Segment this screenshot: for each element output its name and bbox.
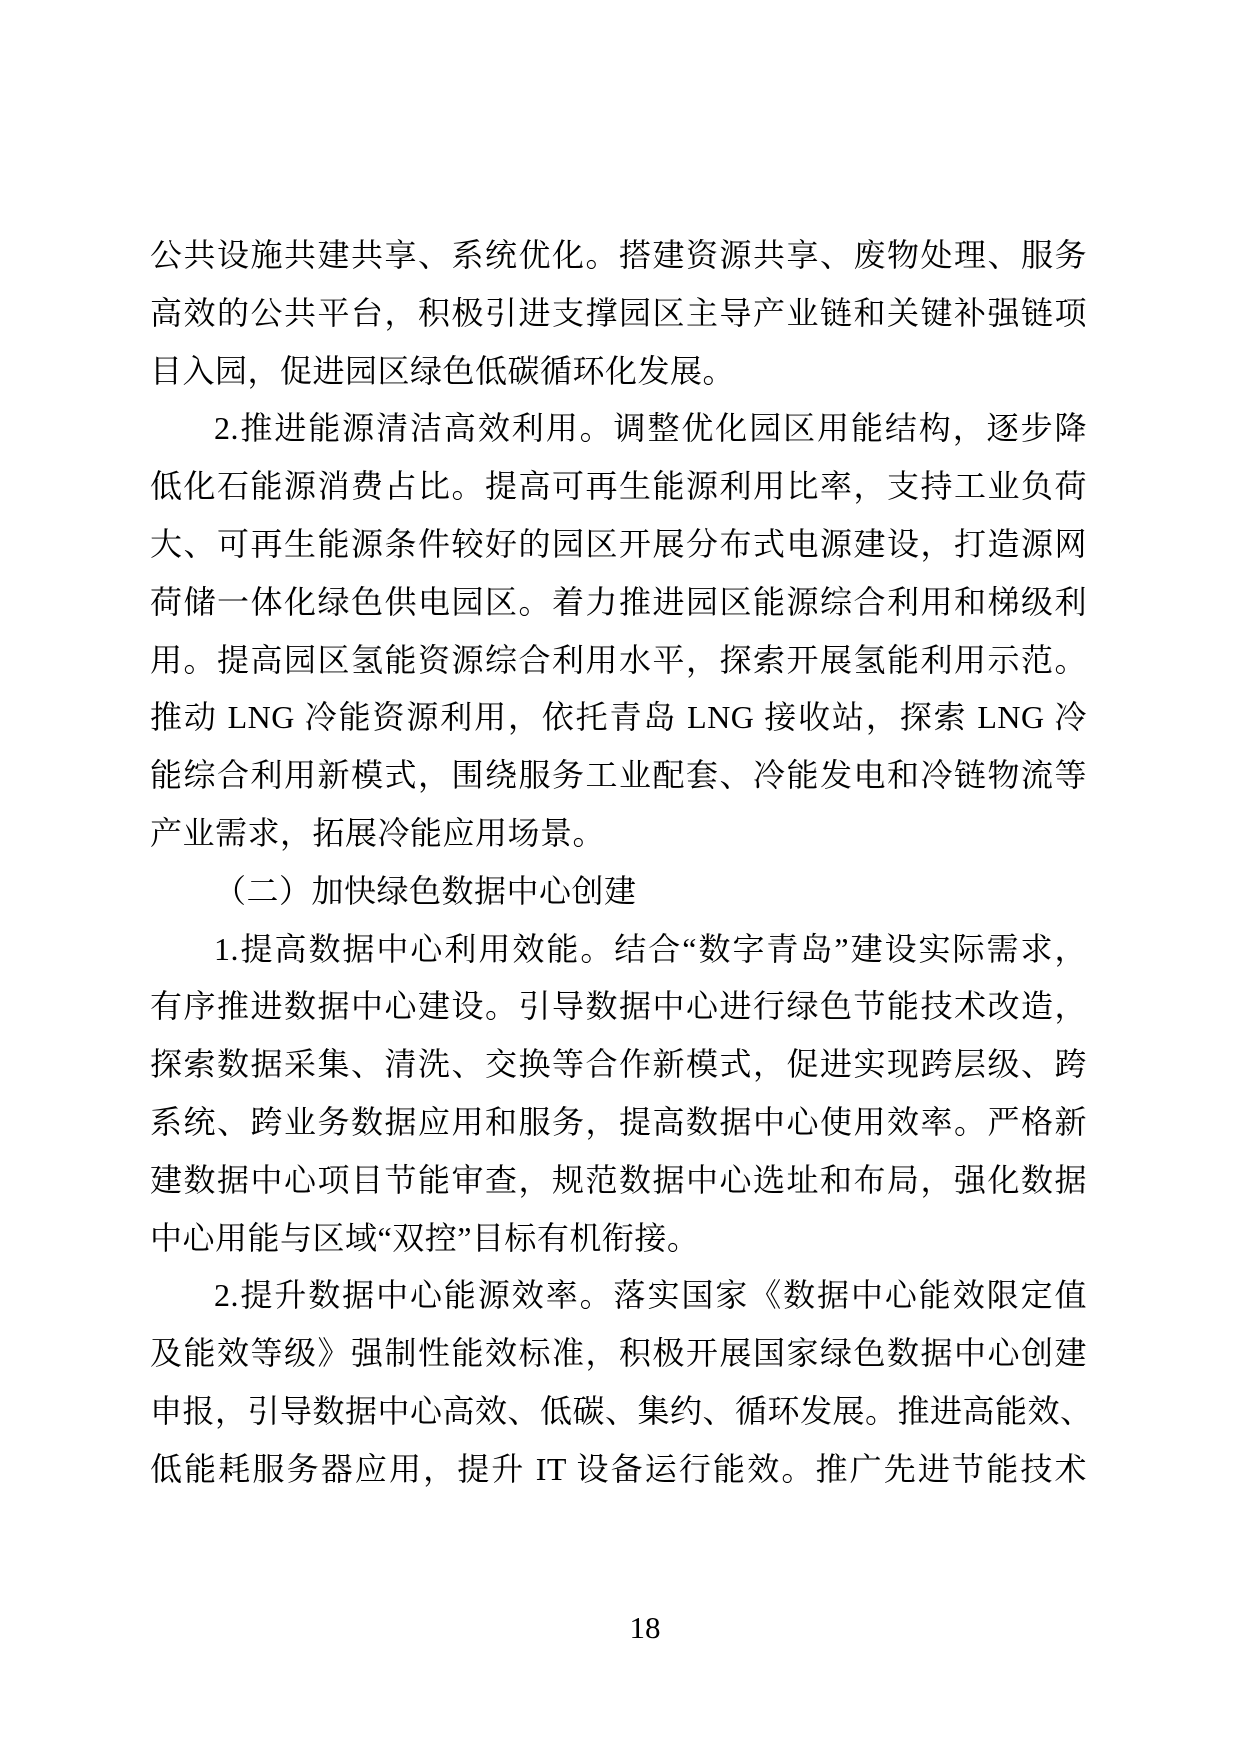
text-line: 能综合利用新模式，围绕服务工业配套、冷能发电和冷链物流等 xyxy=(150,757,1087,794)
page-number: 18 xyxy=(629,1610,661,1645)
text-line: 中心用能与区域“双控”目标有机衔接。 xyxy=(150,1219,700,1256)
text-line: 2.推进能源清洁高效利用。调整优化园区用能结构，逐步降 xyxy=(214,410,1087,447)
text-line: 1.提高数据中心利用效能。结合“数字青岛”建设实际需求， xyxy=(214,930,1087,967)
text-line: 探索数据采集、清洗、交换等合作新模式，促进实现跨层级、跨 xyxy=(150,1046,1087,1083)
text-line: 大、可再生能源条件较好的园区开展分布式电源建设，打造源网 xyxy=(150,525,1087,562)
text-line: 及能效等级》强制性能效标准，积极开展国家绿色数据中心创建 xyxy=(150,1335,1087,1372)
text-line: 高效的公共平台，积极引进支撑园区主导产业链和关键补强链项 xyxy=(150,294,1087,331)
text-line: 系统、跨业务数据应用和服务，提高数据中心使用效率。严格新 xyxy=(150,1103,1087,1140)
text-line: 目入园，促进园区绿色低碳循环化发展。 xyxy=(150,352,736,389)
text-line: 推动 LNG 冷能资源利用，依托青岛 LNG 接收站，探索 LNG 冷 xyxy=(150,699,1087,736)
text-line: 建数据中心项目节能审查，规范数据中心选址和布局，强化数据 xyxy=(150,1161,1087,1198)
section-heading: （二）加快绿色数据中心创建 xyxy=(214,872,637,909)
text-line: 低能耗服务器应用，提升 IT 设备运行能效。推广先进节能技术 xyxy=(150,1450,1087,1487)
text-line: 低化石能源消费占比。提高可再生能源利用比率，支持工业负荷 xyxy=(150,468,1087,505)
text-line: 公共设施共建共享、系统优化。搭建资源共享、废物处理、服务 xyxy=(150,237,1087,273)
text-line: 有序推进数据中心建设。引导数据中心进行绿色节能技术改造， xyxy=(150,988,1087,1025)
text-line: 产业需求，拓展冷能应用场景。 xyxy=(150,814,606,851)
text-block xyxy=(150,227,1093,1499)
page-footer xyxy=(50,1608,1240,1648)
text-line: 荷储一体化绿色供电园区。着力推进园区能源综合利用和梯级利 xyxy=(150,583,1087,620)
text-line: 2.提升数据中心能源效率。落实国家《数据中心能效限定值 xyxy=(214,1277,1087,1314)
text-line: 申报，引导数据中心高效、低碳、集约、循环发展。推进高能效、 xyxy=(150,1392,1093,1429)
text-line: 用。提高园区氢能资源综合利用水平，探索开展氢能利用示范。 xyxy=(150,641,1087,678)
